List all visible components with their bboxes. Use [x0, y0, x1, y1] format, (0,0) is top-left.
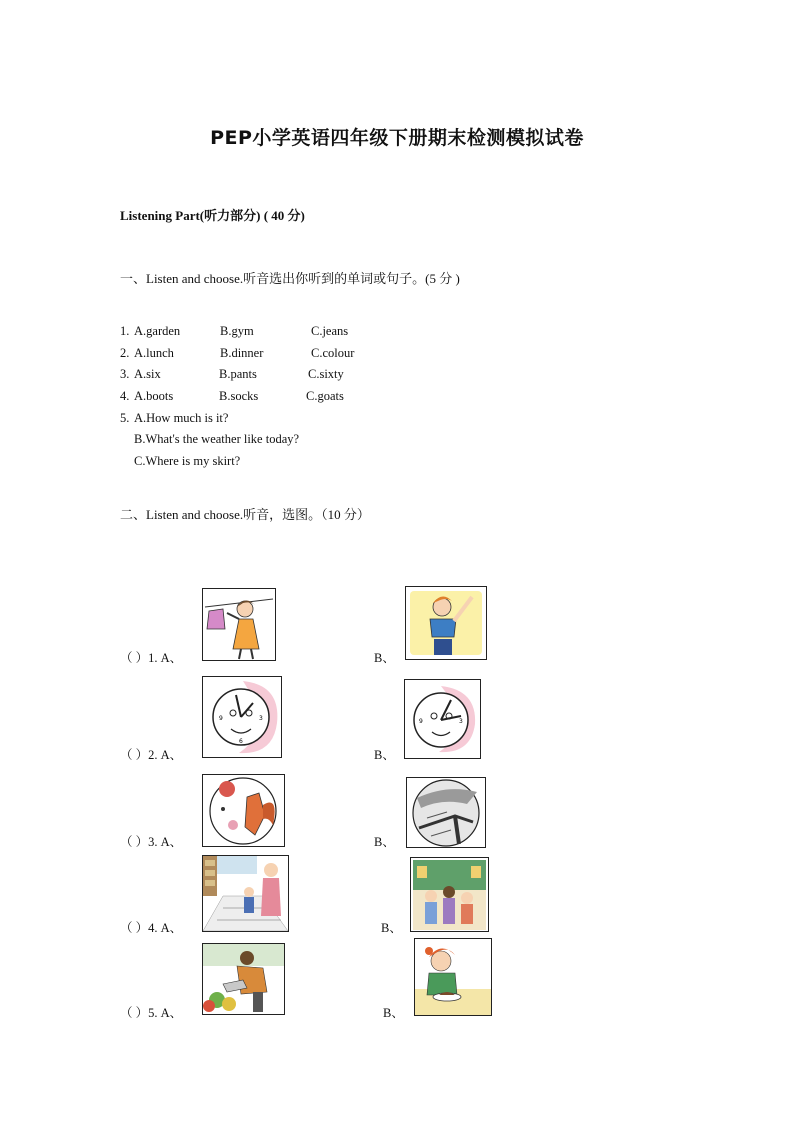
q4-number: 4.: [120, 389, 130, 403]
row5-picture-b-girl-eating[interactable]: [414, 938, 492, 1016]
row2-picture-b-clock[interactable]: [404, 679, 481, 759]
q4-option-c: C.goats: [306, 389, 344, 403]
row5-label: （ ）5. A、: [120, 1006, 183, 1020]
q5-option-a: A.How much is it?: [134, 411, 229, 425]
row2-option-b-label: B、: [374, 748, 395, 762]
row1-option-b-label: B、: [374, 651, 395, 665]
svg-text:9: 9: [419, 718, 423, 725]
row4-picture-b-classroom[interactable]: [410, 857, 489, 932]
page-title: PEP小学英语四年级下册期末检测模拟试卷: [210, 127, 584, 149]
q5-number: 5.: [120, 411, 130, 425]
row2-label: （ ）2. A、: [120, 748, 183, 762]
part1-heading: 一、Listen and choose.听音选出你听到的单词或句子。(5 分 ): [120, 271, 460, 286]
svg-text:3: 3: [459, 718, 463, 725]
q2-number: 2.: [120, 346, 130, 360]
svg-text:9: 9: [219, 715, 223, 722]
q1-option-a: A.garden: [134, 324, 181, 338]
row3-picture-b-windy-tree[interactable]: [406, 777, 486, 848]
row3-label: （ ）3. A、: [120, 835, 183, 849]
row4-picture-a-library[interactable]: [202, 855, 289, 932]
part2-heading: 二、Listen and choose.听音，选图。（10 分）: [120, 507, 370, 522]
q3-option-b: B.pants: [219, 367, 257, 381]
row1-picture-b-boy-with-shirt[interactable]: [405, 586, 487, 660]
q5-option-b: B.What's the weather like today?: [134, 432, 300, 446]
row3-picture-a-sunny-squirrel[interactable]: [202, 774, 285, 847]
svg-text:6: 6: [239, 738, 243, 745]
q2-option-b: B.dinner: [220, 346, 264, 360]
row4-label: （ ）4. A、: [120, 921, 183, 935]
q1-option-c: C.jeans: [311, 324, 349, 338]
row5-picture-a-woman-cooking[interactable]: [202, 943, 285, 1015]
q2-option-a: A.lunch: [134, 346, 174, 360]
row4-option-b-label: B、: [381, 921, 402, 935]
q3-number: 3.: [120, 367, 130, 381]
q3-option-c: C.sixty: [308, 367, 344, 381]
q3-option-a: A.six: [134, 367, 161, 381]
row2-picture-a-clock[interactable]: [202, 676, 282, 758]
row3-option-b-label: B、: [374, 835, 395, 849]
q2-option-c: C.colour: [311, 346, 355, 360]
q1-option-b: B.gym: [220, 324, 254, 338]
q4-option-a: A.boots: [134, 389, 174, 403]
row1-picture-a-girl-with-dress[interactable]: [202, 588, 276, 661]
q5-option-c: C.Where is my skirt?: [134, 454, 241, 468]
svg-text:3: 3: [259, 715, 263, 722]
listening-header: Listening Part(听力部分) ( 40 分): [120, 208, 305, 223]
row1-label: （ ）1. A、: [120, 651, 183, 665]
q1-number: 1.: [120, 324, 130, 338]
q4-option-b: B.socks: [219, 389, 259, 403]
row5-option-b-label: B、: [383, 1006, 404, 1020]
